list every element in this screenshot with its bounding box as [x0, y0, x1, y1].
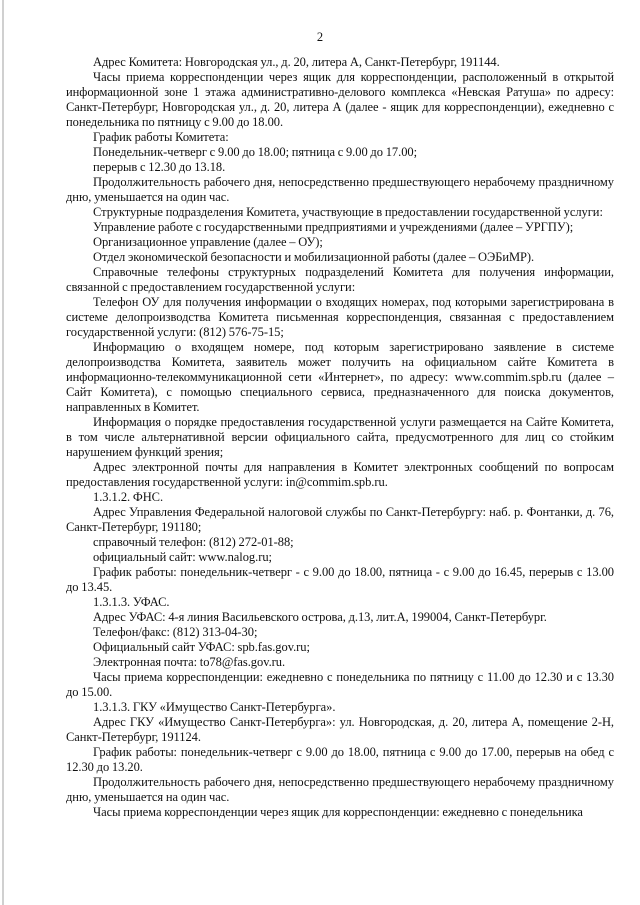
paragraph-ufas-email: Электронная почта: to78@fas.gov.ru.	[93, 655, 286, 669]
paragraph-email: Адрес электронной почты для направления в Комитет электронных сообщений по вопросам предоставления государственной услуги: in@commim.spb.ru.	[66, 460, 614, 489]
paragraph-fns-address: Адрес Управления Федеральной налоговой службы по Санкт-Петербургу: наб. р. Фонтанки, д. 76, Санкт-Петербург, 191180;	[66, 505, 614, 534]
paragraph-preholiday: Продолжительность рабочего дня, непосредственно предшествующего нерабочему праздничному дню, уменьшается на один час.	[66, 175, 614, 204]
paragraph-divisions-heading: Структурные подразделения Комитета, участвующие в предоставлении государственной услуги:	[93, 205, 603, 219]
section-heading-gku: 1.3.1.3. ГКУ «Имущество Санкт-Петербурга».	[93, 700, 336, 714]
paragraph-correspondence-hours: Часы приема корреспонденции через ящик для корреспонденции, расположенный в открытой информационной зоне 1 этажа административно-делового комплекса «Невская Ратуша» по адресу: Санкт-Петербург, Новгородская ул., д. 20, литера А (далее - ящик для корреспонденции), ежедневно с понедельника по пятницу с 9.00 до 18.00.	[66, 70, 614, 129]
paragraph-schedule-break: перерыв с 12.30 до 13.18.	[93, 160, 226, 174]
section-heading-fns: 1.3.1.2. ФНС.	[93, 490, 164, 504]
paragraph-ufas-site: Официальный сайт УФАС: spb.fas.gov.ru;	[93, 640, 310, 654]
paragraph-gku-correspondence: Часы приема корреспонденции через ящик для корреспонденции: ежедневно с понедельника	[93, 805, 583, 819]
paragraph-ufas-phone: Телефон/факс: (812) 313-04-30;	[93, 625, 258, 639]
paragraph-gku-schedule: График работы: понедельник-четверг с 9.00 до 18.00, пятница с 9.00 до 17.00, перерыв на обед с 12.30 до 13.20.	[66, 745, 614, 774]
paragraph-committee-address: Адрес Комитета: Новгородская ул., д. 20, литера А, Санкт-Петербург, 191144.	[93, 55, 500, 69]
paragraph-ufas-address: Адрес УФАС: 4-я линия Васильевского острова, д.13, лит.А, 199004, Санкт-Петербург.	[93, 610, 547, 624]
paragraph-fns-site: официальный сайт: www.nalog.ru;	[93, 550, 272, 564]
paragraph-fns-phone: справочный телефон: (812) 272-01-88;	[93, 535, 294, 549]
paragraph-phones-heading: Справочные телефоны структурных подразделений Комитета для получения информации, связанной с предоставлением государственной услуги:	[66, 265, 614, 294]
page-number: 2	[316, 30, 324, 44]
paragraph-ufas-hours: Часы приема корреспонденции: ежедневно с понедельника по пятницу с 11.00 до 12.30 и с 13.30 до 15.00.	[66, 670, 614, 699]
paragraph-gku-preholiday: Продолжительность рабочего дня, непосредственно предшествующего нерабочему праздничному дню, уменьшается на один час.	[66, 775, 614, 804]
section-heading-ufas: 1.3.1.3. УФАС.	[93, 595, 170, 609]
paragraph-phone-ou: Телефон ОУ для получения информации о входящих номерах, под которыми зарегистрирована в системе делопроизводства Комитета письменная корреспонденция, связанная с предоставлением государственной услуги: (812) 576-75-15;	[66, 295, 614, 339]
paragraph-division-oebimr: Отдел экономической безопасности и мобилизационной работы (далее – ОЭБиМР).	[93, 250, 535, 264]
paragraph-site-info: Информация о порядке предоставления государственной услуги размещается на Сайте Комитета, в том числе альтернативной версии официального сайта, предусмотренного для лиц со стойким нарушением функций зрения;	[66, 415, 614, 459]
paragraph-incoming-number-info: Информацию о входящем номере, под которым зарегистрировано заявление в системе делопроизводства Комитета, заявитель может получить на официальном сайте Комитета в информационно-телекоммуникационной сети «Интернет», по адресу: www.commim.spb.ru (далее – Сайт Комитета), с помощью специального сервиса, предназначенного для поиска документов, направленных в Комитет.	[66, 340, 614, 414]
paragraph-division-ou: Организационное управление (далее – ОУ);	[93, 235, 323, 249]
paragraph-fns-schedule: График работы: понедельник-четверг - с 9.00 до 18.00, пятница - с 9.00 до 16.45, перерыв с 13.00 до 13.45.	[66, 565, 614, 594]
paragraph-gku-address: Адрес ГКУ «Имущество Санкт-Петербурга»: ул. Новгородская, д. 20, литера А, помещение 2-Н, Санкт-Петербург, 191124.	[66, 715, 614, 744]
scan-edge	[2, 0, 4, 905]
paragraph-schedule-heading: График работы Комитета:	[93, 130, 229, 144]
paragraph-schedule-days: Понедельник-четверг с 9.00 до 18.00; пятница с 9.00 до 17.00;	[93, 145, 418, 159]
paragraph-division-urgpu: Управление работе с государственными предприятиями и учреждениями (далее – УРГПУ);	[93, 220, 574, 234]
document-body	[66, 55, 614, 820]
